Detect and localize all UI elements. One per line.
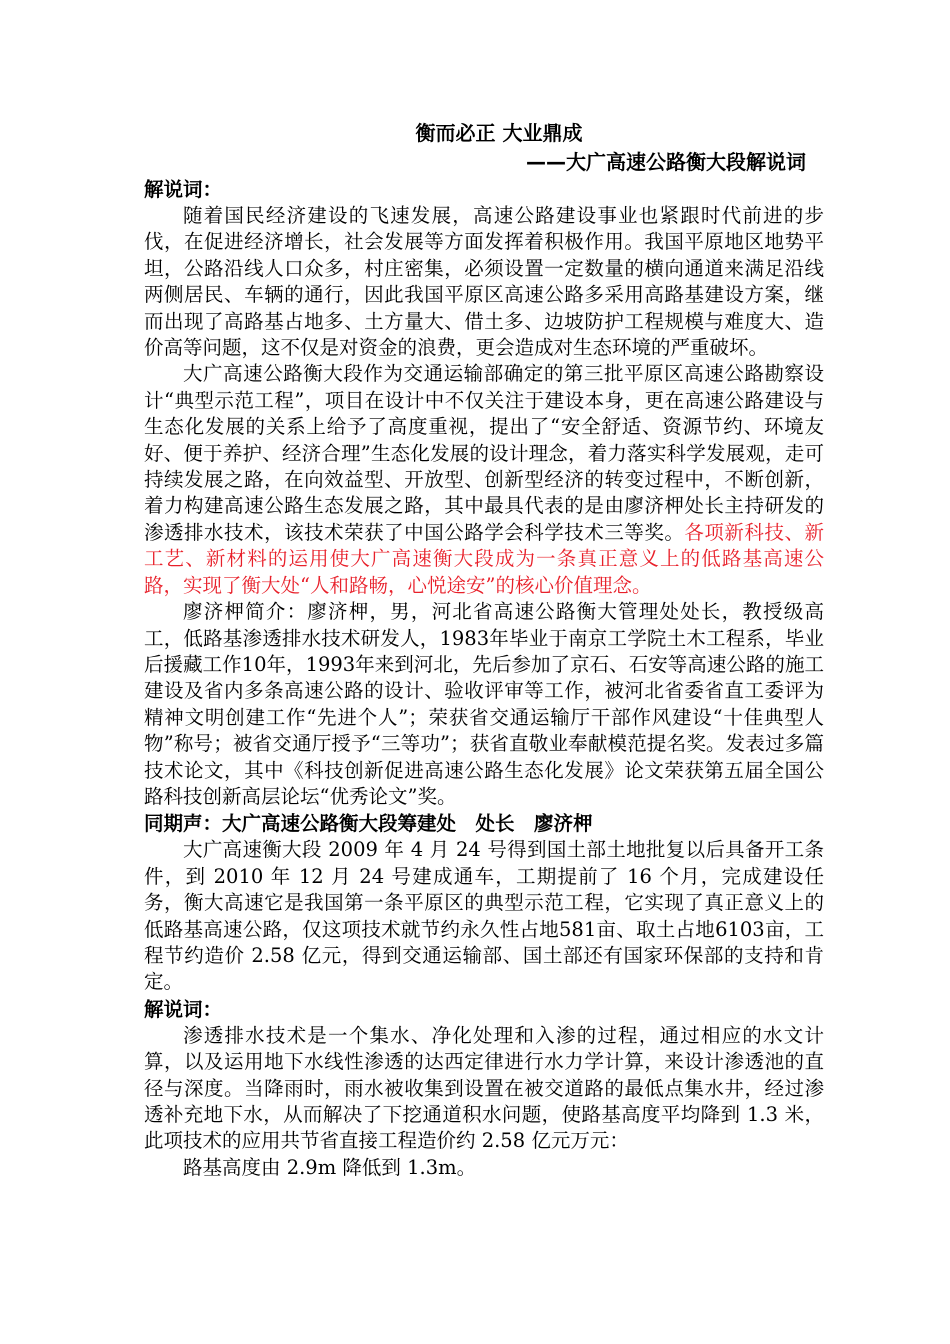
section-heading-narration-1: 解说词： (144, 178, 223, 201)
paragraph-project-text: 大广高速公路衡大段作为交通运输部确定的第三批平原区高速公路勘察设计“典型示范工程”，项目在设计中不仅关注于建设本身，更在高速公路建设与生态化发展的关系上给予了高度重视，提出了“安全舒适、资源节约、环境友好、便于养护、经济合理”生态化发展的设计理念，着力落实科学发展观，走可持续发展之路，在向效益型、开放型、创新型经济的转变过程中，不断创新，着力构建高速公路生态发展之路，其中最具代表的是由廖济柙处长主持研发的渗透排水技术，该技术荣获了中国公路学会科学技术三等奖。 (144, 362, 824, 544)
paragraph-technology: 渗透排水技术是一个集水、净化处理和入渗的过程，通过相应的水文计算，以及运用地下水线性渗透的达西定律进行水力学计算，来设计渗透池的直径与深度。当降雨时，雨水被收集到设置在被交道路的最低点集水井，经过渗透补充地下水，从而解决了下挖通道积水问题，使路基高度平均降到 1.3 米，此项技术的应用共节省直接工程造价约 2.58 亿元万元： (144, 1023, 824, 1153)
paragraph-biography: 廖济柙简介：廖济柙，男，河北省高速公路衡大管理处处长，教授级高工，低路基渗透排水技术研发人，1983年毕业于南京工学院土木工程系，毕业后援藏工作10年，1993年来到河北，先后参加了京石、石安等高速公路的施工建设及省内多条高速公路的设计、验收评审等工作，被河北省委省直工委评为精神文明创建工作“先进个人”；荣获省交通运输厅干部作风建设“十佳典型人物”称号；被省交通厅授予“三等功”；获省直敬业奉献模范提名奖。发表过多篇技术论文，其中《科技创新促进高速公路生态化发展》论文荣获第五届全国公路科技创新高层论坛“优秀论文”奖。 (144, 600, 824, 808)
paragraph-intro: 随着国民经济建设的飞速发展，高速公路建设事业也紧跟时代前进的步伐，在促进经济增长，社会发展等方面发挥着积极作用。我国平原地区地势平坦，公路沿线人口众多，村庄密集，必须设置一定数量的横向通道来满足沿线两侧居民、车辆的通行，因此我国平原区高速公路多采用高路基建设方案，继而出现了高路基占地多、土方量大、借土多、边坡防护工程规模与难度大、造价高等问题，这不仅是对资金的浪费，更会造成对生态环境的严重破坏。 (144, 204, 824, 360)
paragraph-height: 路基高度由 2.9m 降低到 1.3m。 (183, 1155, 477, 1179)
document-page (144, 118, 824, 1181)
paragraph-interview: 大广高速衡大段 2009 年 4 月 24 号得到国土部土地批复以后具备开工条件，到 2010 年 12 月 24 号建成通车，工期提前了 16 个月，完成建设任务，衡大高速它是我国第一条平原区的典型示范工程，它实现了真正意义上的低路基高速公路，仅这项技术就节约永久性占地581亩、取土占地6103亩，工程节约造价 2.58 亿元，得到交通运输部、国土部还有国家环保部的支持和肯定。 (144, 838, 824, 994)
document-subtitle: ——大广高速公路衡大段解说词 (526, 150, 806, 174)
section-heading-interview: 同期声：大广高速公路衡大段筹建处 处长 廖济柙 (144, 812, 593, 836)
document-title: 衡而必正 大业鼎成 (415, 121, 583, 145)
paragraph-project-highlight: 各项新科技、新工艺、新材料的运用使大广高速衡大段成为一条真正意义上的低路基高速公路，实现了衡大处“人和路畅，心悦途安”的核心价值理念。 (144, 520, 824, 597)
paragraph-project (144, 361, 824, 599)
section-heading-narration-2: 解说词： (144, 997, 223, 1021)
